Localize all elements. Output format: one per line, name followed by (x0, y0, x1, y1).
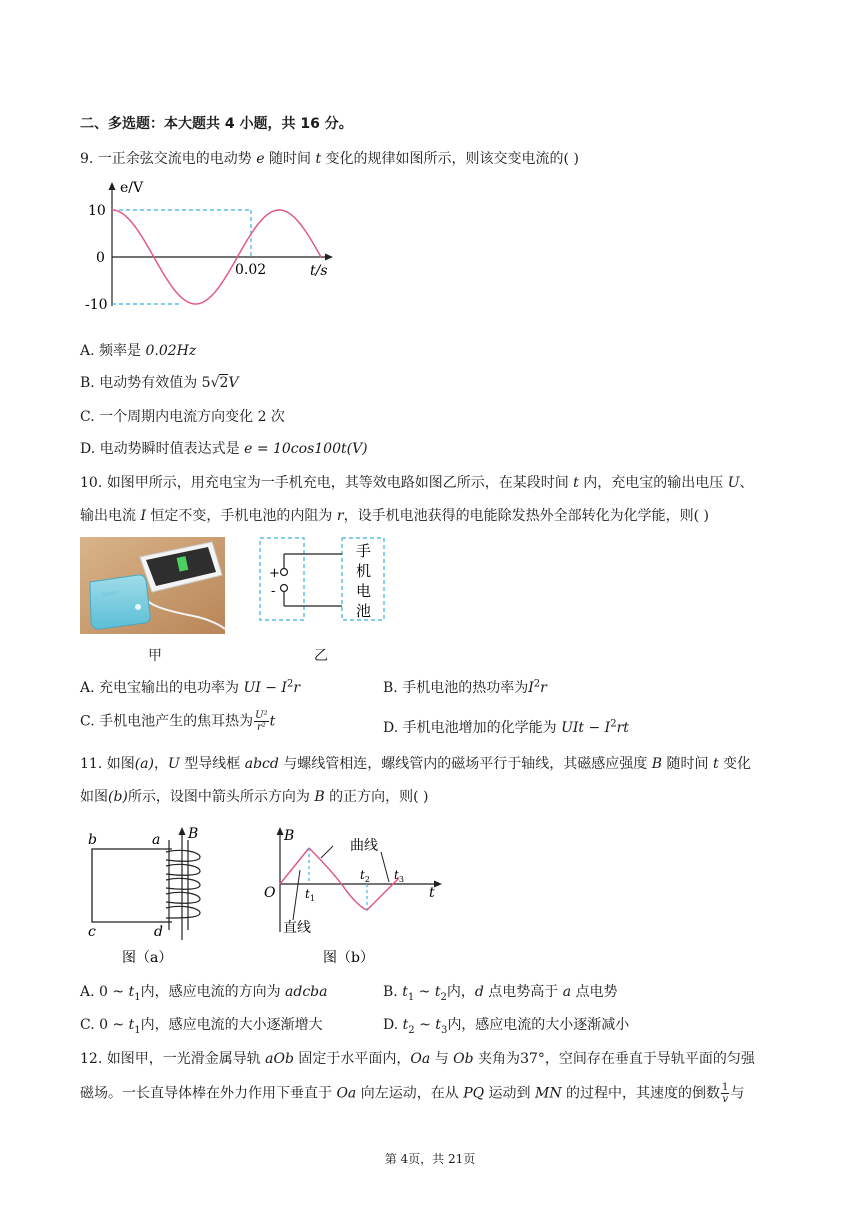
q11-fig-b-label-t2: $t_2$ (360, 868, 370, 884)
q11-fig-b-label-O: O (264, 885, 276, 901)
q10-minus-terminal: - (271, 584, 276, 599)
q11-option-d: D. $t_2$ ~ $t_3$内，感应电流的大小逐渐减小 (383, 1017, 630, 1036)
q11-figure-b (255, 822, 450, 967)
q9-y-tick-10: 10 (88, 203, 106, 219)
q11-fig-a-caption: 图（a） (122, 950, 173, 966)
q11-option-a: A. 0 ~ $t_1$内，感应电流的方向为 adcba (80, 984, 328, 1003)
q10-box-char-2: 机 (356, 562, 372, 580)
q11-option-c: C. 0 ~ $t_1$内，感应电流的大小逐渐增大 (80, 1017, 323, 1036)
q11-fig-a-label-B: B (188, 826, 199, 842)
q10-c-fraction: $\frac{\text{U²}}{\text{r²}}$ (255, 710, 268, 733)
q11-fig-b-label-t: t (429, 885, 435, 901)
q9-option-c: C. 一个周期内电流方向变化 2 次 (80, 409, 285, 425)
q9-option-b: B. 电动势有效值为 5√2V (80, 375, 239, 391)
q11-fig-a-label-a: a (152, 832, 161, 848)
q10-option-a: A. 充电宝输出的电功率为 UI − $I^2r$ (80, 678, 301, 696)
section-header: 二、多选题：本大题共 4 小题，共 16 分。 (80, 116, 353, 132)
q12-inverse-velocity-fraction: $\frac{1}{v}$ (722, 1082, 729, 1105)
q12-stem-line1: 12. 如图甲，一光滑金属导轨 aOb 固定于水平面内，Oa 与 Ob 夹角为37°，空间存在垂直于导轨平面的匀强 (80, 1051, 755, 1067)
q12-stem-line2: 磁场。一长直导体棒在外力作用下垂直于 Oa 向左运动，在从 PQ 运动到 MN 的过程中，其速度的倒数 $\frac{1}{v}$ 与 (80, 1082, 745, 1105)
q10-option-d: D. 手机电池增加的化学能为 UIt − $I^2rt$ (383, 718, 629, 736)
q11-fig-b-label-B: B (284, 828, 295, 844)
q11-fig-b-label-t3: $t_3$ (394, 868, 404, 884)
q11-fig-a-label-c: c (88, 924, 96, 940)
q10-stem-line1: 10. 如图甲所示，用充电宝为一手机充电，其等效电路如图乙所示，在某段时间 t 内，充电宝的输出电压 U、 (80, 475, 754, 491)
q11-option-b: B. $t_1$ ~ $t_2$内，d 点电势高于 a 点电势 (383, 984, 618, 1003)
q10-fig-jia-caption: 甲 (148, 648, 162, 664)
q9-option-d: D. 电动势瞬时值表达式是 e = 10cos100t(V) (80, 441, 368, 457)
q10-photo-powerbank-phone (80, 537, 225, 634)
q10-box-char-4: 池 (356, 602, 372, 620)
q9-y-axis-label: e/V (120, 180, 144, 196)
q11-stem-line2: 如图(b)所示，设图中箭头所示方向为 B 的正方向，则( ) (80, 789, 429, 805)
q10-box-char-1: 手 (356, 542, 372, 560)
q10-circuit-diagram (258, 536, 388, 622)
q9-x-tick-002: 0.02 (235, 262, 267, 278)
q9-x-axis-label: t/s (310, 263, 328, 279)
q11-fig-b-label-straight: 直线 (283, 920, 311, 936)
q10-fig-yi-caption: 乙 (314, 648, 328, 664)
q11-figure-a (82, 822, 232, 967)
q9-y-tick-neg10: -10 (85, 297, 108, 313)
q11-fig-b-label-t1: $t_1$ (305, 887, 315, 903)
page-footer: 第 4页，共 21页 (384, 1152, 476, 1166)
q11-fig-b-caption: 图（b） (323, 950, 374, 966)
q9-option-a: A. 频率是 0.02Hz (80, 343, 197, 359)
q10-box-char-3: 电 (356, 582, 372, 600)
q10-option-b: B. 手机电池的热功率为$I^2r$ (383, 678, 547, 696)
q10-option-c: C. 手机电池产生的焦耳热为 $\frac{\text{U²}}{\text{r²}}$ t (80, 710, 276, 733)
q11-fig-a-label-b: b (88, 832, 97, 848)
q9-stem: 9. 一正余弦交流电的电动势 e 随时间 t 变化的规律如图所示，则该交变电流的( ) (80, 151, 579, 167)
q11-fig-b-label-curve: 曲线 (350, 838, 378, 854)
q10-plus-terminal: + (269, 566, 280, 581)
q11-stem-line1: 11. 如图(a)，U 型导线框 abcd 与螺线管相连，螺线管内的磁场平行于轴线，其磁感应强度 B 随时间 t 变化 (80, 756, 752, 772)
q10-stem-line2: 输出电流 I 恒定不变，手机电池的内阻为 r，设手机电池获得的电能除发热外全部转化为化学能，则( ) (80, 508, 709, 524)
q9-y-tick-0: 0 (96, 250, 105, 266)
q11-fig-a-label-d: d (154, 924, 163, 940)
q9-graph (82, 178, 342, 313)
